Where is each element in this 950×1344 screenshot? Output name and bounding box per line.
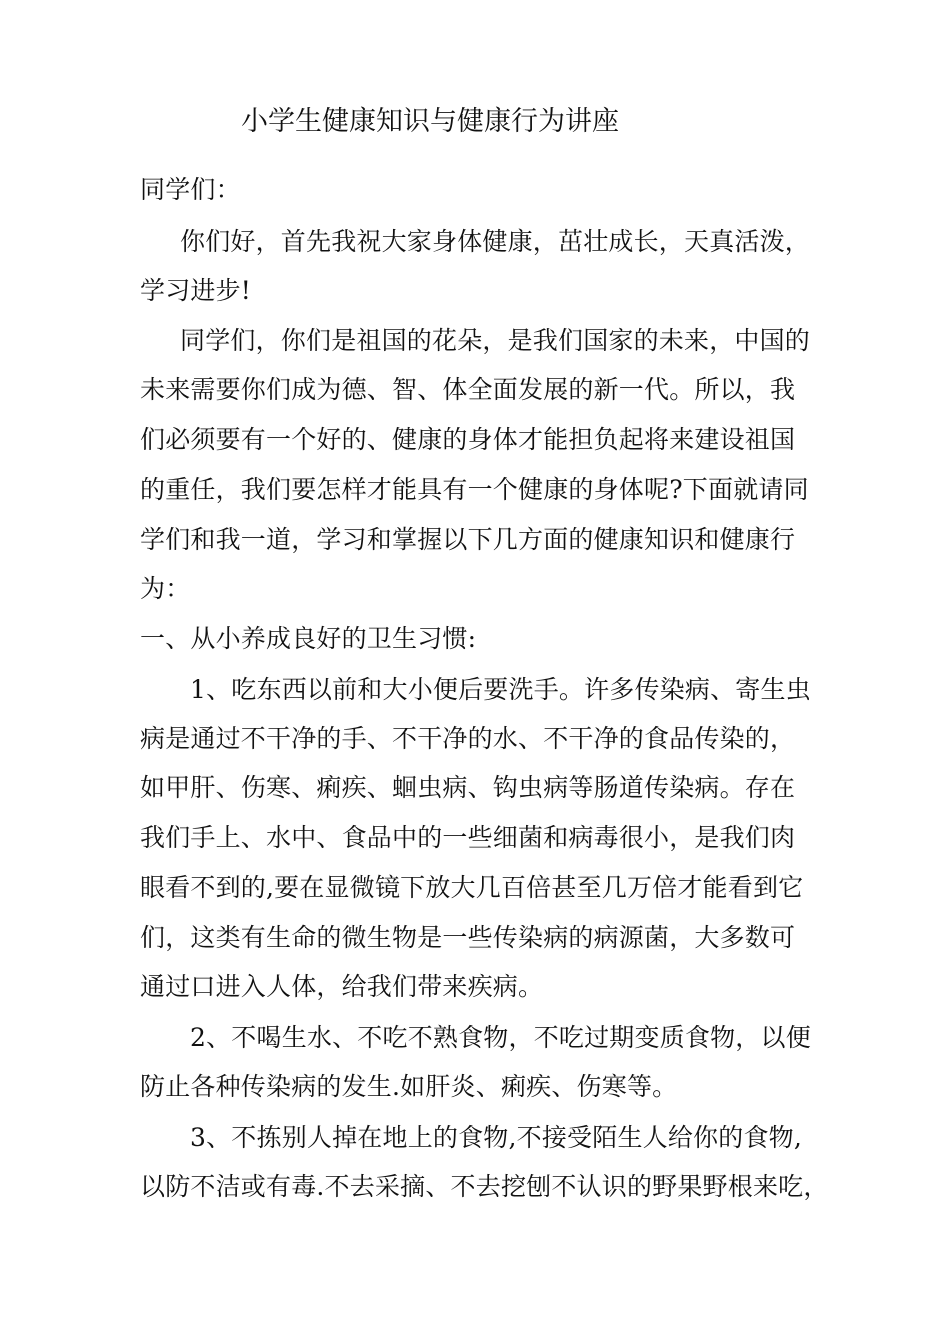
paragraph-line: 1、吃东西以前和大小便后要洗手。许多传染病、寄生虫 bbox=[190, 675, 811, 704]
paragraph-line: 病是通过不干净的手、不干净的水、不干净的食品传染的， bbox=[140, 724, 796, 753]
paragraph-line: 如甲肝、伤寒、痢疾、蛔虫病、钩虫病等肠道传染病。存在 bbox=[140, 773, 796, 802]
document-title: 小学生健康知识与健康行为讲座 bbox=[241, 106, 619, 137]
paragraph-line: 你们好，首先我祝大家身体健康，茁壮成长，天真活泼， bbox=[180, 227, 811, 256]
paragraph-line: 们必须要有一个好的、健康的身体才能担负起将来建设祖国 bbox=[140, 425, 796, 454]
paragraph-line: 2、不喝生水、不吃不熟食物，不吃过期变质食物，以便 bbox=[190, 1023, 811, 1052]
paragraph-line: 学们和我一道，学习和掌握以下几方面的健康知识和健康行 bbox=[140, 525, 796, 554]
paragraph-line: 同学们，你们是祖国的花朵，是我们国家的未来，中国的 bbox=[180, 326, 811, 355]
paragraph-line: 我们手上、水中、食品中的一些细菌和病毒很小，是我们肉 bbox=[140, 823, 796, 852]
paragraph-line: 为： bbox=[140, 574, 191, 603]
salutation: 同学们： bbox=[140, 175, 241, 204]
paragraph-line: 未来需要你们成为德、智、体全面发展的新一代。所以，我 bbox=[140, 375, 796, 404]
paragraph-line: 通过口进入人体，给我们带来疾病。 bbox=[140, 972, 544, 1001]
paragraph-line: 防止各种传染病的发生.如肝炎、痢疾、伤寒等。 bbox=[140, 1072, 678, 1101]
paragraph-line: 3、不拣别人掉在地上的食物,不接受陌生人给你的食物, bbox=[190, 1123, 803, 1152]
paragraph-line: 们，这类有生命的微生物是一些传染病的病源菌，大多数可 bbox=[140, 923, 796, 952]
paragraph-line: 眼看不到的,要在显微镜下放大几百倍甚至几万倍才能看到它 bbox=[140, 873, 804, 902]
paragraph-line: 的重任，我们要怎样才能具有一个健康的身体呢?下面就请同 bbox=[140, 475, 809, 504]
paragraph-line: 学习进步! bbox=[140, 276, 252, 305]
paragraph-line: 以防不洁或有毒.不去采摘、不去挖刨不认识的野果野根来吃， bbox=[140, 1172, 829, 1201]
section-heading: 一、从小养成良好的卫生习惯: bbox=[140, 624, 477, 653]
